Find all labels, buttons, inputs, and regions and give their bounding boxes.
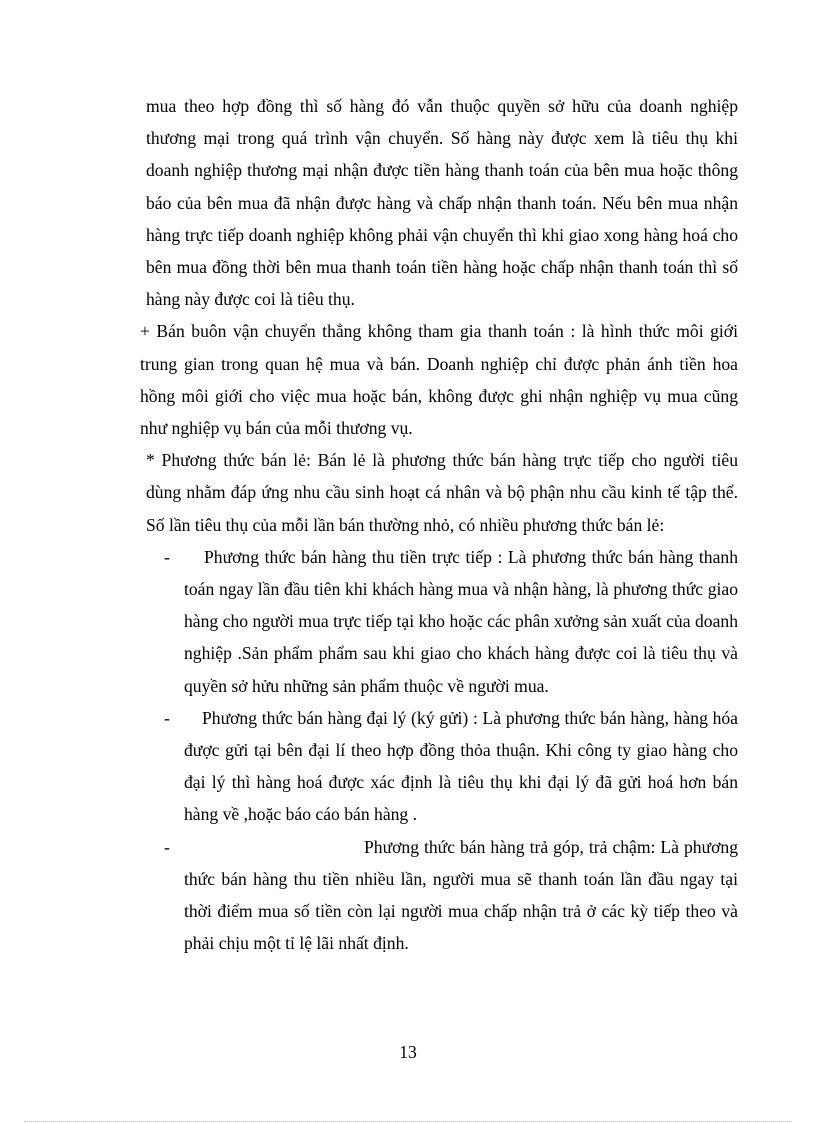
list-dash: -: [164, 546, 170, 567]
paragraph-retail-methods: * Phương thức bán lẻ: Bán lẻ là phương thức bán hàng trực tiếp cho người tiêu dùng nhằm đáp ứng nhu cầu sinh hoạt cá nhân và bộ phận nhu cầu kinh tế tập thể. Số lần tiêu thụ của mỗi lần bán thường nhỏ, có nhiều phương thức bán lẻ:: [146, 450, 738, 535]
list-dash: -: [164, 707, 170, 728]
list-dash: -: [164, 836, 170, 857]
page-body: [140, 90, 738, 959]
page-bottom-border: [24, 1121, 792, 1122]
list-item-text: Phương thức bán hàng đại lý (ký gửi) : Là phương thức bán hàng, hàng hóa được gửi tại bên đại lí theo hợp đồng thỏa thuận. Khi công ty giao hàng cho đại lý thì hàng hoá được xác định là tiêu thụ khi đại lý đã gửi hoá hơn bán hàng về ,hoặc báo cáo bán hàng .: [184, 707, 738, 825]
list-item-agency-sale: [146, 702, 738, 831]
list-item-installment-sale: [146, 831, 738, 960]
page-number: 13: [399, 1042, 417, 1062]
list-item-direct-payment: [146, 541, 738, 702]
list-item-text: Phương thức bán hàng thu tiền trực tiếp : Là phương thức bán hàng thanh toán ngay lần đầu tiên khi khách hàng mua và nhận hàng, là phương thức giao hàng cho người mua trực tiếp tại kho hoặc các phân xưởng sản xuất của doanh nghiệp .Sản phẩm phẩm sau khi giao cho khách hàng được coi là tiêu thụ và quyền sở hửu những sản phẩm thuộc về người mua.: [184, 546, 738, 696]
paragraph-broker-sale: + Bán buôn vận chuyển thẳng không tham gia thanh toán : là hình thức môi giới trung gian trong quan hệ mua và bán. Doanh nghiệp chỉ được phản ánh tiền hoa hồng môi giới cho việc mua hoặc bán, không được ghi nhận nghiệp vụ mua cũng như nghiệp vụ bán của mỗi thương vụ.: [140, 321, 738, 439]
list-item-text: Phương thức bán hàng trả góp, trả chậm: Là phương thức bán hàng thu tiền nhiều lần, người mua sẽ thanh toán lần đầu ngay tại thời điểm mua số tiền còn lại người mua chấp nhận trả ở các kỳ tiếp theo và phải chịu một tỉ lệ lãi nhất định.: [184, 836, 738, 954]
paragraph-transport-sale: mua theo hợp đồng thì số hàng đó vẫn thuộc quyền sở hữu của doanh nghiệp thương mại trong quá trình vận chuyển. Số hàng này được xem là tiêu thụ khi doanh nghiệp thương mại nhận được tiền hàng thanh toán của bên mua hoặc thông báo của bên mua đã nhận được hàng và chấp nhận thanh toán. Nếu bên mua nhận hàng trực tiếp doanh nghiệp không phải vận chuyển thì khi giao xong hàng hoá cho bên mua đồng thời bên mua thanh toán tiền hàng hoặc chấp nhận thanh toán thì số hàng này được coi là tiêu thụ.: [146, 96, 738, 310]
